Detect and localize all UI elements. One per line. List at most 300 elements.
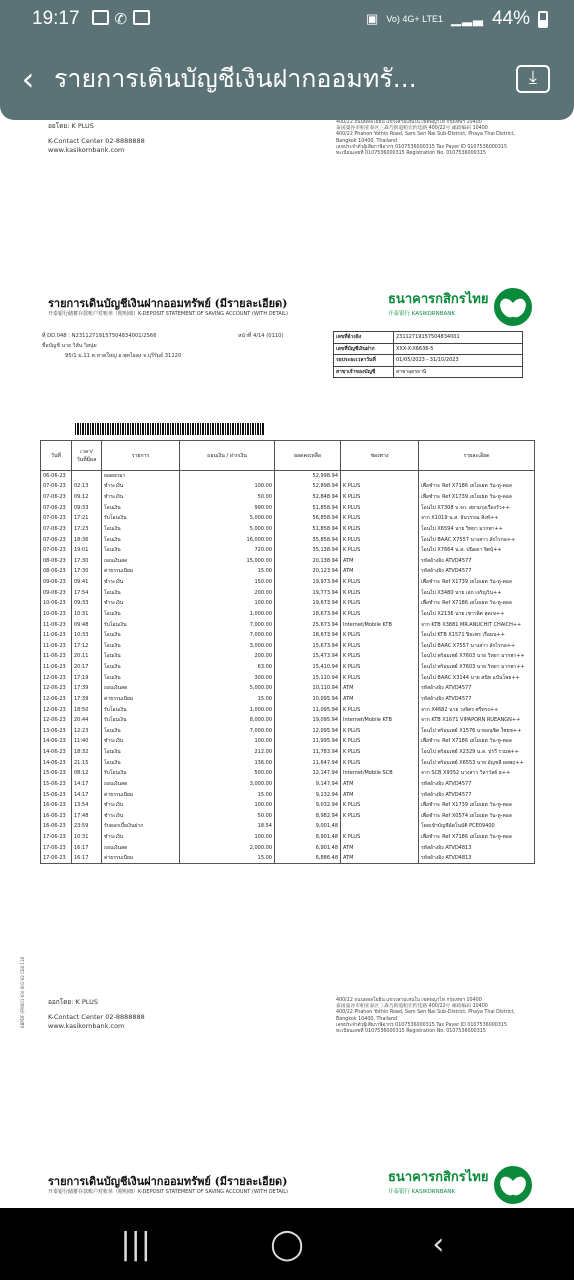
tax-id: เลขประจำตัวผู้เสียภาษีอากร 0107536000315 Tax Payer ID 0107536000315 <box>336 144 508 150</box>
row-item: โอนเงิน <box>102 757 180 768</box>
row-time <box>72 471 102 482</box>
row-time: 17:12 <box>72 641 102 652</box>
row-balance: 56,858.94 <box>275 513 341 524</box>
row-balance: 9,001.48 <box>275 821 341 832</box>
row-balance: 19,773.94 <box>275 587 341 598</box>
row-balance: 52,848.94 <box>275 492 341 503</box>
row-time: 10:31 <box>72 609 102 620</box>
tax-id: เลขประจำตัวผู้เสียภาษีอากร 0107536000315 Tax Payer ID 0107536000315 <box>336 1022 508 1028</box>
row-detail: รหัสอ้างอิง ATVD4577 <box>419 694 535 705</box>
row-detail: จาก X1019 น.ส. ธันวรรณ สิงห์++ <box>419 513 535 524</box>
address-en: 400/22 Phahon Yothin Road, Sam Sen Nai Sub-District, Phaya Thai District, Bangkok 10400, Thailand <box>336 1010 515 1022</box>
row-date: 17-06-23 <box>41 853 72 864</box>
row-detail: จาก KTB X1671 VIPAPORN RUEANGN++ <box>419 715 535 726</box>
row-balance: 20,138.94 <box>275 556 341 567</box>
table-row <box>41 471 535 482</box>
row-item: ยอดยกมา <box>102 471 180 482</box>
row-date: 15-06-23 <box>41 789 72 800</box>
row-amount: 100.00 <box>180 800 275 811</box>
row-amount: 18.54 <box>180 821 275 832</box>
bank-name-en: 开泰银行 KASIKORNBANK <box>388 1189 455 1195</box>
row-time: 08:12 <box>72 768 102 779</box>
row-balance: 9,132.94 <box>275 789 341 800</box>
row-date: 16-06-23 <box>41 821 72 832</box>
table-row <box>41 556 535 567</box>
row-item: ชำระเงิน <box>102 800 180 811</box>
table-row <box>41 598 535 609</box>
table-row <box>41 492 535 503</box>
row-channel: K PLUS <box>341 577 419 588</box>
row-balance: 8,901.48 <box>275 832 341 843</box>
row-time: 17:48 <box>72 811 102 822</box>
col-channel: ช่องทาง <box>341 441 419 471</box>
row-detail: เพื่อชำระ Ref X7186 เยโยเยต วัน-ทู-คอล <box>419 481 535 492</box>
table-row <box>41 747 535 758</box>
row-channel: K PLUS <box>341 513 419 524</box>
row-time: 10:33 <box>72 630 102 641</box>
table-row <box>41 513 535 524</box>
row-time: 09:33 <box>72 598 102 609</box>
row-amount: 1,000.00 <box>180 704 275 715</box>
table-row <box>41 768 535 779</box>
row-item: ถอนเงินสด <box>102 842 180 853</box>
row-balance: 9,147.94 <box>275 779 341 790</box>
row-date: 14-06-23 <box>41 736 72 747</box>
row-amount: 136.00 <box>180 757 275 768</box>
row-item: รับโอนเงิน <box>102 768 180 779</box>
row-item: ถอนเงินสด <box>102 779 180 790</box>
row-channel: K PLUS <box>341 492 419 503</box>
info-key: สาขาเจ้าของบัญชี <box>334 366 394 378</box>
row-time: 16:17 <box>72 842 102 853</box>
row-channel: K PLUS <box>341 832 419 843</box>
bank-name-th: ธนาคารกสิกรไทย <box>388 292 489 307</box>
table-row <box>41 779 535 790</box>
row-amount: 3,000.00 <box>180 641 275 652</box>
row-detail: โอนไป BAAC X7557 นางสาว ลักไรกล++ <box>419 534 535 545</box>
row-balance: 35,138.94 <box>275 545 341 556</box>
row-channel: ATM <box>341 789 419 800</box>
row-amount: 5,000.00 <box>180 683 275 694</box>
row-item: รับโอนเงิน <box>102 715 180 726</box>
row-channel <box>341 471 419 482</box>
table-row <box>41 609 535 620</box>
row-date: 14-06-23 <box>41 757 72 768</box>
row-time: 18:50 <box>72 704 102 715</box>
row-time: 13:54 <box>72 800 102 811</box>
page-bottom-right <box>336 998 536 1035</box>
row-date: 11-06-23 <box>41 619 72 630</box>
row-item: ค่าธรรมเนียม <box>102 789 180 800</box>
page-number: หน้าที่ 4/14 (0110) <box>238 333 284 339</box>
row-balance: 19,673.94 <box>275 598 341 609</box>
col-time: เวลา/ วันที่มีผล <box>72 441 102 471</box>
row-detail: โอนไป พร้อมเพย์ X7603 นาย วิทยา มากพา++ <box>419 662 535 673</box>
website: www.kasikornbank.com <box>48 146 125 154</box>
row-time: 17:54 <box>72 587 102 598</box>
row-detail: โอนไป พร้อมเพย์ X2329 น.ส. ปรวี รวมพ++ <box>419 747 535 758</box>
row-balance: 6,901.48 <box>275 842 341 853</box>
row-balance: 9,032.94 <box>275 800 341 811</box>
row-time: 17:30 <box>72 566 102 577</box>
row-item: รับดอกเบี้ยเงินฝาก <box>102 821 180 832</box>
row-item: ค่าธรรมเนียม <box>102 566 180 577</box>
row-channel: K PLUS <box>341 630 419 641</box>
row-item: ค่าธรรมเนียม <box>102 694 180 705</box>
row-time: 09:48 <box>72 619 102 630</box>
row-channel: Internet/Mobile SCB <box>341 768 419 779</box>
statement-document[interactable] <box>0 120 574 1208</box>
row-detail: โอนไป X7664 น.ส. ปนิดดา จิตบุ้++ <box>419 545 535 556</box>
back-button[interactable]: ‹ <box>432 1226 445 1262</box>
row-item: ชำระเงิน <box>102 598 180 609</box>
row-item: โอนเงิน <box>102 747 180 758</box>
row-amount: 7,000.00 <box>180 726 275 737</box>
row-date: 07-06-23 <box>41 502 72 513</box>
row-detail: รหัสอ้างอิง ATVD4577 <box>419 556 535 567</box>
statement-title-next: รายการเดินบัญชีเงินฝากออมทรัพย์ (มีรายละเอียด) <box>48 1175 288 1188</box>
info-key: เลขที่บัญชีเงินฝาก <box>334 343 394 355</box>
row-date: 11-06-23 <box>41 630 72 641</box>
issued-by: ออกโดย: K PLUS <box>48 998 98 1006</box>
row-date: 10-06-23 <box>41 609 72 620</box>
row-date: 07-06-23 <box>41 492 72 503</box>
row-time: 09:41 <box>72 577 102 588</box>
download-icon[interactable]: ⤓ <box>516 65 550 93</box>
battery-icon <box>538 11 548 28</box>
row-time: 21:15 <box>72 757 102 768</box>
row-balance: 35,858.94 <box>275 534 341 545</box>
row-detail: เพื่อชำระ Ref X0574 เยโยเยต วัน-ทู-คอล <box>419 811 535 822</box>
row-date: 12-06-23 <box>41 683 72 694</box>
row-date: 07-06-23 <box>41 513 72 524</box>
table-row <box>41 534 535 545</box>
row-amount: 15.00 <box>180 789 275 800</box>
row-time: 17:23 <box>72 524 102 535</box>
row-balance: 52,898.94 <box>275 481 341 492</box>
row-time: 19:01 <box>72 545 102 556</box>
row-item: ชำระเงิน <box>102 577 180 588</box>
row-balance: 6,886.48 <box>275 853 341 864</box>
row-detail: รหัสอ้างอิง ATVD4577 <box>419 683 535 694</box>
row-item: รับโอนเงิน <box>102 619 180 630</box>
row-item: โอนเงิน <box>102 609 180 620</box>
address-en: 400/22 Phahon Yothin Road, Sam Sen Nai Sub-District, Phaya Thai District, Bangkok 10400, Thailand <box>336 132 515 144</box>
row-detail: เพื่อชำระ Ref X7186 เยโยเยต วัน-ทู-คอล <box>419 736 535 747</box>
app-bar <box>0 38 574 120</box>
table-row <box>41 545 535 556</box>
row-date: 12-06-23 <box>41 704 72 715</box>
row-amount: 200.00 <box>180 587 275 598</box>
row-detail: โอนไป พร้อมเพย์ X1576 นายอนุชิต ใชยช++ <box>419 726 535 737</box>
row-item: โอนเงิน <box>102 641 180 652</box>
row-time: 14:17 <box>72 789 102 800</box>
row-item: โอนเงิน <box>102 545 180 556</box>
row-balance: 18,673.94 <box>275 630 341 641</box>
row-amount: 8,000.00 <box>180 715 275 726</box>
row-amount: 100.00 <box>180 598 275 609</box>
row-item: โอนเงิน <box>102 630 180 641</box>
row-balance: 19,095.94 <box>275 715 341 726</box>
row-time: 17:30 <box>72 556 102 567</box>
info-value: 231127191575048340​01 <box>394 332 523 344</box>
row-amount: 150.00 <box>180 577 275 588</box>
row-balance: 25,673.94 <box>275 619 341 630</box>
row-detail: รหัสอ้างอิง ATVD4577 <box>419 789 535 800</box>
row-date: 11-06-23 <box>41 641 72 652</box>
row-time: 17:39 <box>72 683 102 694</box>
home-button[interactable]: ◯ <box>270 1226 304 1262</box>
row-channel: K PLUS <box>341 524 419 535</box>
website: www.kasikornbank.com <box>48 1022 125 1030</box>
row-time: 02:13 <box>72 481 102 492</box>
table-row <box>41 619 535 630</box>
row-amount: 720.00 <box>180 545 275 556</box>
bank-name-next <box>388 1166 488 1195</box>
row-date: 12-06-23 <box>41 694 72 705</box>
row-balance: 15,410.94 <box>275 662 341 673</box>
row-time: 17:39 <box>72 694 102 705</box>
statement-subtitle: 开泰银行储蓄存款账户对账单（附明细）K-DEPOSIT STATEMENT OF SAVING ACCOUNT (WITH DETAIL) <box>48 311 288 317</box>
row-detail: โอนไป KTB X1571 ปิยะพร เรือมน++ <box>419 630 535 641</box>
row-balance: 15,673.94 <box>275 641 341 652</box>
row-detail: เพื่อชำระ Ref X1739 เยโยเยต วัน-ทู-คอล <box>419 800 535 811</box>
row-time: 20:44 <box>72 715 102 726</box>
row-detail: โอนไป X2136 นาย เชาวลิต สุดเข++ <box>419 609 535 620</box>
row-date: 06-06-23 <box>41 471 72 482</box>
row-date: 16-06-23 <box>41 800 72 811</box>
row-channel: K PLUS <box>341 502 419 513</box>
row-amount: 212.00 <box>180 747 275 758</box>
holder-address: 95/1 ม.11 ต.หาดใหญ่ อ.พุทไธสง จ.บุรีรัมย์ 31120 <box>65 353 182 359</box>
row-channel: ATM <box>341 694 419 705</box>
row-channel: K PLUS <box>341 800 419 811</box>
table-row <box>41 672 535 683</box>
row-amount: 16,000.00 <box>180 534 275 545</box>
address-cn: 泰国曼谷市帕亚泰区三森乃街道帕宏约廷路 400/22号 邮政编码 10400 <box>336 1004 488 1010</box>
row-item: ชำระเงิน <box>102 736 180 747</box>
row-item: โอนเงิน <box>102 651 180 662</box>
row-channel: ATM <box>341 683 419 694</box>
signal-icon: ▁▂▃ <box>450 11 484 26</box>
status-bar <box>0 0 574 38</box>
row-detail: เพื่อชำระ Ref X1739 เยโยเยต วัน-ทู-คอล <box>419 492 535 503</box>
row-amount: 7,000.00 <box>180 619 275 630</box>
row-channel: ATM <box>341 556 419 567</box>
row-date: 10-06-23 <box>41 598 72 609</box>
check-icon <box>133 10 150 25</box>
row-item: ถอนเงินสด <box>102 556 180 567</box>
row-channel: ATM <box>341 853 419 864</box>
page-top-right <box>336 120 536 157</box>
row-channel: K PLUS <box>341 811 419 822</box>
row-detail: โอนไป X7308 บ.จก. สยามรุ่งเรืองรัว++ <box>419 502 535 513</box>
row-balance: 51,858.94 <box>275 502 341 513</box>
row-channel: ATM <box>341 842 419 853</box>
row-amount: 990.00 <box>180 502 275 513</box>
row-balance: 20,123.94 <box>275 566 341 577</box>
address-th: 400/22 ถนนพหลโยธิน แขวงสามเสนใน เขตพญาไท กรุงเทพฯ 10400 <box>336 998 482 1003</box>
table-row <box>41 800 535 811</box>
row-time: 16:17 <box>72 853 102 864</box>
row-balance: 10,095.94 <box>275 694 341 705</box>
col-detail: รายละเอียด <box>419 441 535 471</box>
row-channel: K PLUS <box>341 757 419 768</box>
table-row <box>41 651 535 662</box>
kbank-logo-icon <box>494 288 532 326</box>
row-amount: 50.00 <box>180 492 275 503</box>
address-cn: 泰国曼谷市帕亚泰区三森乃街道帕宏约廷路 400/22号 邮政编码 10400 <box>336 126 488 132</box>
contact-center: K-Contact Center 02-8888888 <box>48 1013 145 1021</box>
col-item: รายการ <box>102 441 180 471</box>
row-channel: K PLUS <box>341 662 419 673</box>
col-amount: ถอนเงิน / ฝากเงิน <box>180 441 275 471</box>
row-date: 11-06-23 <box>41 651 72 662</box>
registration-no: ทะเบียนเลขที่ 0107536000315 Registration No. 0107536000315 <box>336 1029 486 1035</box>
row-item: รับโอนเงิน <box>102 704 180 715</box>
row-detail: โอนไป BAAC X3144 นาย สนิท แป้นโพธ++ <box>419 672 535 683</box>
row-channel: Internet/Mobile KTB <box>341 715 419 726</box>
page-top-left <box>48 122 145 155</box>
account-holder: ชื่อบัญชี นาย วิสัน วิสนุ่ย <box>42 343 97 349</box>
navigation-bar <box>0 1208 574 1280</box>
col-balance: ยอดคงเหลือ <box>275 441 341 471</box>
row-date: 07-06-23 <box>41 524 72 535</box>
col-date: วันที่ <box>41 441 72 471</box>
recents-button[interactable]: ||| <box>120 1226 151 1262</box>
row-balance: 18,673.94 <box>275 609 341 620</box>
row-amount <box>180 471 275 482</box>
table-row <box>41 566 535 577</box>
row-channel: K PLUS <box>341 672 419 683</box>
row-amount: 100.00 <box>180 481 275 492</box>
row-balance: 19,973.94 <box>275 577 341 588</box>
row-amount: 7,000.00 <box>180 630 275 641</box>
row-balance: 51,858.94 <box>275 524 341 535</box>
clock: 19:17 <box>32 8 80 29</box>
row-item: ชำระเงิน <box>102 481 180 492</box>
row-item: โอนเงิน <box>102 672 180 683</box>
row-detail: โอนไป BAAC X7557 นางสาว ลักไรกล++ <box>419 641 535 652</box>
row-time: 20:11 <box>72 651 102 662</box>
row-channel: ATM <box>341 779 419 790</box>
row-amount: 300.00 <box>180 672 275 683</box>
row-date: 08-06-23 <box>41 566 72 577</box>
row-channel: K PLUS <box>341 534 419 545</box>
row-channel: K PLUS <box>341 736 419 747</box>
row-amount: 15.00 <box>180 566 275 577</box>
row-detail: เพื่อชำระ Ref X1739 เยโยเยต วัน-ทู-คอล <box>419 577 535 588</box>
row-detail: รหัสอ้างอิง ATVD4813 <box>419 842 535 853</box>
row-amount: 500.00 <box>180 768 275 779</box>
row-amount: 1,000.00 <box>180 609 275 620</box>
row-date: 17-06-23 <box>41 832 72 843</box>
row-balance: 15,110.94 <box>275 672 341 683</box>
table-row <box>41 832 535 843</box>
row-date: 11-06-23 <box>41 662 72 673</box>
row-date: 08-06-23 <box>41 556 72 567</box>
table-row <box>41 811 535 822</box>
row-channel: K PLUS <box>341 641 419 652</box>
row-channel: K PLUS <box>341 704 419 715</box>
table-row <box>41 821 535 832</box>
side-print: KBPDF (FM001-V3) 001-V2 CE8-118 <box>20 956 25 1028</box>
lock-icon: ▣ <box>366 11 379 26</box>
row-detail: รหัสอ้างอิง ATVD4577 <box>419 566 535 577</box>
table-row <box>41 641 535 652</box>
row-amount: 100.00 <box>180 736 275 747</box>
bank-name-en: 开泰银行 KASIKORNBANK <box>388 311 455 317</box>
row-date: 16-06-23 <box>41 811 72 822</box>
row-balance: 11,647.94 <box>275 757 341 768</box>
table-row <box>41 683 535 694</box>
row-time: 20:17 <box>72 662 102 673</box>
call-icon: ✆ <box>114 11 128 28</box>
row-balance: 8,982.94 <box>275 811 341 822</box>
row-balance: 12,095.94 <box>275 726 341 737</box>
page-bottom-left <box>48 998 145 1031</box>
row-detail: เพื่อชำระ Ref X7186 เยโยเยต วัน-ทู-คอล <box>419 598 535 609</box>
row-channel: K PLUS <box>341 651 419 662</box>
row-date: 07-06-23 <box>41 545 72 556</box>
table-header <box>41 441 535 471</box>
row-item: ชำระเงิน <box>102 832 180 843</box>
row-amount: 63.00 <box>180 662 275 673</box>
row-detail: จาก KTB X3881 MR.ANUCHIT CHAICH++ <box>419 619 535 630</box>
row-time: 17:21 <box>72 513 102 524</box>
table-row <box>41 524 535 535</box>
row-amount: 15.00 <box>180 853 275 864</box>
row-time: 12:23 <box>72 726 102 737</box>
row-item: โอนเงิน <box>102 524 180 535</box>
row-amount: 50.00 <box>180 811 275 822</box>
issued-by: อยโดย: K PLUS <box>48 122 94 130</box>
row-time: 09:33 <box>72 502 102 513</box>
table-row <box>41 715 535 726</box>
address-th: 400/22 ถนนพหลโยธิน แขวงสามเสนใน เขตพญาไท กรุงเทพฯ 10400 <box>336 120 482 125</box>
row-detail: โอนไป พร้อมเพย์ X6553 นาย อัญชลี ผลพฤ++ <box>419 757 535 768</box>
row-detail: จาก X4682 นาย วงจิตร ศรีทรง++ <box>419 704 535 715</box>
row-detail: โดยเข้าบัญชีอัตโนมัติ PCE09400 <box>419 821 535 832</box>
row-detail: เพื่อชำระ Ref X7186 เยโยเยต วัน-ทู-คอล <box>419 832 535 843</box>
row-balance: 52,998.94 <box>275 471 341 482</box>
barcode <box>75 423 265 435</box>
row-channel: K PLUS <box>341 747 419 758</box>
row-channel: K PLUS <box>341 587 419 598</box>
row-amount: 200.00 <box>180 651 275 662</box>
table-row <box>41 502 535 513</box>
arrow-left-icon[interactable]: ‹ <box>21 60 35 98</box>
info-value: XXX-X-X6636-5 <box>394 343 523 355</box>
bank-name <box>388 288 488 317</box>
row-channel <box>341 821 419 832</box>
table-row <box>41 481 535 492</box>
bank-name-th: ธนาคารกสิกรไทย <box>388 1170 489 1185</box>
row-time: 17:19 <box>72 672 102 683</box>
row-amount: 5,000.00 <box>180 513 275 524</box>
row-item: ค่าธรรมเนียม <box>102 853 180 864</box>
document-title: รายการเดินบัญชีเงินฝากออมทรั... <box>54 64 417 93</box>
info-value: สาขาอุดรธานี <box>394 366 523 378</box>
row-item: ชำระเงิน <box>102 811 180 822</box>
row-time: 11:40 <box>72 736 102 747</box>
row-balance: 12,147.94 <box>275 768 341 779</box>
row-time: 09:12 <box>72 492 102 503</box>
statement-subtitle-next: 开泰银行储蓄存款账户对账单（附明细）K-DEPOSIT STATEMENT OF SAVING ACCOUNT (WITH DETAIL) <box>48 1189 288 1195</box>
row-amount: 15.00 <box>180 694 275 705</box>
row-balance: 11,995.94 <box>275 736 341 747</box>
network-indicator: Vo) 4G+ LTE1 <box>386 13 443 24</box>
